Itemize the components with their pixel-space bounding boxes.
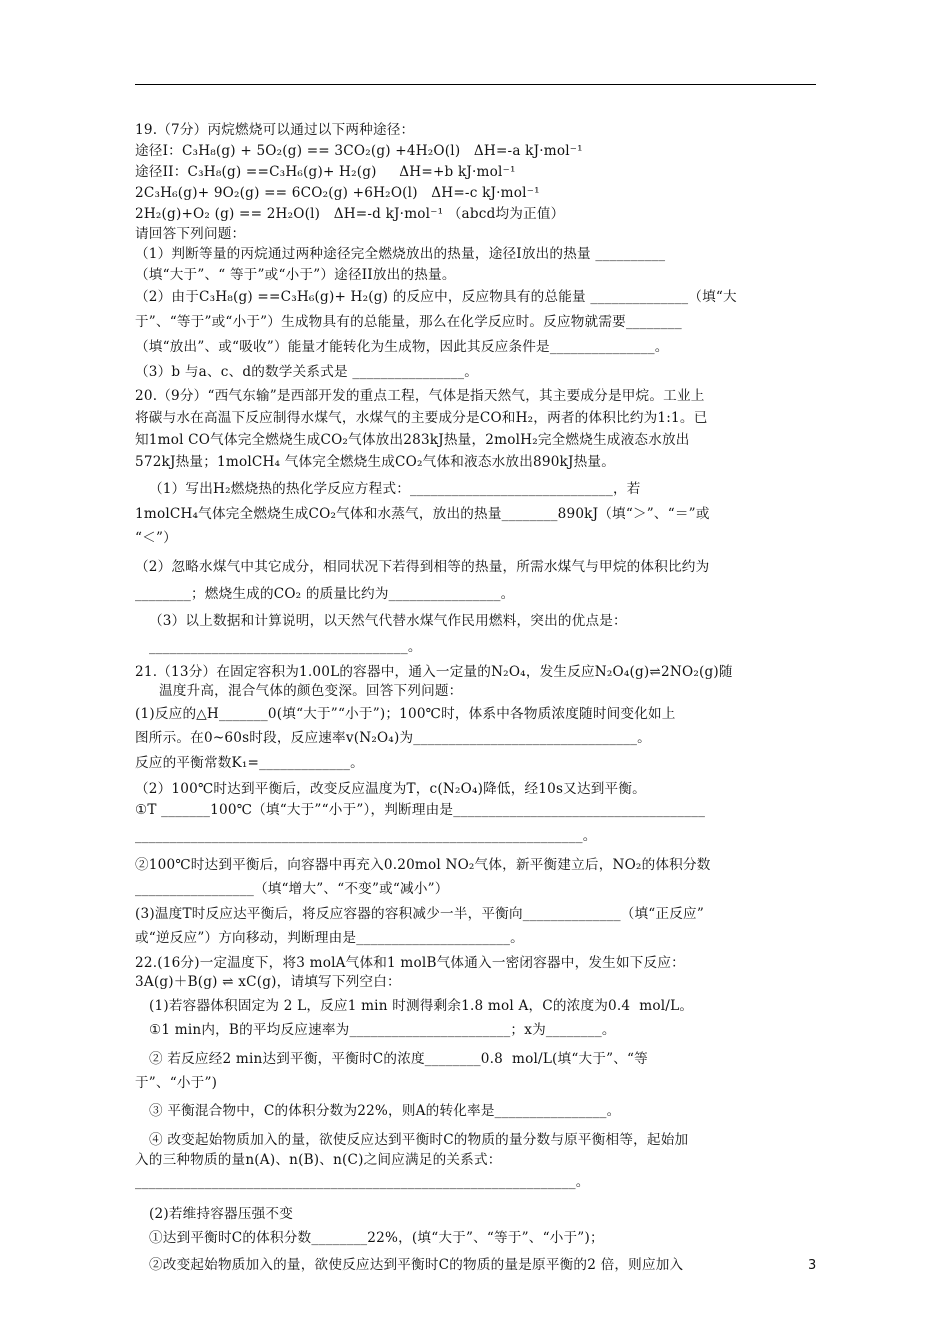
q20-part3-a: （3）以上数据和计算说明，以天然气代替水煤气作民用燃料，突出的优点是： — [149, 613, 627, 629]
q19-route-1: 途径I：C₃H₈(g) + 5O₂(g) == 3CO₂(g) +4H₂O(l) ΔH=-a kJ·mol⁻¹ — [135, 143, 583, 159]
q21-part1-b: 图所示。在0~60s时段，反应速率v(N₂O₄)为________________________________。 — [135, 730, 651, 746]
q22-part1-iv-a: ④ 改变起始物质加入的量，欲使反应达到平衡时C的物质的量分数与原平衡相等，起始加 — [149, 1132, 689, 1148]
q19-part1-b: （填“大于”、“ 等于”或“小于”）途径II放出的热量。 — [135, 267, 456, 283]
q21-part2-b: ①T _______100℃（填“大于”“小于”），判断理由是____________________________________ — [135, 802, 706, 818]
q22-part2-ii: ②改变起始物质加入的量，欲使反应达到平衡时C的物质的量是原平衡的2 倍，则应加入 — [149, 1257, 684, 1273]
q21-part2-e: _________________（填“增大”、“不变”或“减小”） — [135, 881, 449, 897]
q22-part1-iv-b: 入的三种物质的量n(A)、n(B)、n(C)之间应满足的关系式： — [135, 1152, 502, 1168]
q20-title: 20.（9分）“西气东输”是西部开发的重点工程，气体是指天然气，其主要成分是甲烷。工业上 — [135, 388, 705, 404]
q20-part1-c: “＜”） — [135, 530, 177, 546]
q19-title: 19.（7分）丙烷燃烧可以通过以下两种途径： — [135, 122, 415, 138]
q21-part2-c: ________________________________________________________________。 — [135, 828, 597, 844]
q20-part2-b: ________；燃烧生成的CO₂ 的质量比约为________________。 — [135, 586, 515, 602]
q22-part1-iii: ③ 平衡混合物中，C的体积分数为22%，则A的转化率是________________。 — [149, 1103, 621, 1119]
q20-text-4: 572kJ热量；1molCH₄ 气体完全燃烧生成CO₂气体和液态水放出890kJ热量。 — [135, 454, 616, 470]
q22-part1-ii-a: ② 若反应经2 min达到平衡，平衡时C的浓度________0.8 mol/L(填“大于”、“等 — [149, 1051, 648, 1067]
q20-part3-b: _____________________________________。 — [149, 639, 422, 655]
q19-route-2: 途径II：C₃H₈(g) ==C₃H₆(g)+ H₂(g) ΔH=+b kJ·mol⁻¹ — [135, 164, 516, 180]
q20-part2-a: （2）忽略水煤气中其它成分，相同状况下若得到相等的热量，所需水煤气与甲烷的体积比约为 — [135, 559, 710, 575]
q19-eq-4: 2H₂(g)+O₂ (g) == 2H₂O(l) ΔH=-d kJ·mol⁻¹ （abcd均为正值） — [135, 206, 565, 222]
q19-part2-b: 于”、“等于”或“小于”）生成物具有的总能量，那么在化学反应时。反应物就需要________ — [135, 314, 682, 330]
q21-part3-a: (3)温度T时反应达平衡后，将反应容器的容积减少一半，平衡向______________（填“正反应” — [135, 906, 704, 922]
q19-part2-a: （2）由于C₃H₈(g) ==C₃H₆(g)+ H₂(g) 的反应中，反应物具有的总能量 ______________（填“大 — [135, 289, 737, 305]
q20-text-3: 知1mol CO气体完全燃烧生成CO₂气体放出283kJ热量，2molH₂完全燃烧生成液态水放出 — [135, 432, 690, 448]
q19-prompt: 请回答下列问题： — [135, 226, 246, 242]
q22-part1: (1)若容器体积固定为 2 L，反应1 min 时测得剩余1.8 mol A，C的浓度为0.4 mol/L。 — [149, 998, 694, 1014]
q20-part1-a: （1）写出H₂燃烧热的热化学反应方程式：_____________________________，若 — [149, 481, 641, 497]
q21-title: 21.（13分）在固定容积为1.00L的容器中，通入一定量的N₂O₄，发生反应N₂O₄(g)⇌2NO₂(g)随 — [135, 664, 733, 680]
q22-part2: (2)若维持容器压强不变 — [149, 1206, 293, 1222]
q21-title-cont: 温度升高，混合气体的颜色变深。回答下列问题： — [159, 683, 463, 699]
q19-part3: （3）b 与a、c、d的数学关系式是 ________________。 — [135, 364, 479, 380]
page-number: 3 — [808, 1258, 817, 1273]
q21-part3-b: 或“逆反应”）方向移动，判断理由是______________________。 — [135, 930, 524, 946]
q21-part1-c: 反应的平衡常数K₁=_____________。 — [135, 755, 364, 771]
q22-part1-iv-c: _______________________________________________________________。 — [135, 1174, 590, 1190]
header-rule — [135, 84, 816, 85]
q20-part1-b: 1molCH₄气体完全燃烧生成CO₂气体和水蒸气，放出的热量________890kJ（填“＞”、“＝”或 — [135, 506, 710, 522]
q19-eq-3: 2C₃H₆(g)+ 9O₂(g) == 6CO₂(g) +6H₂O(l) ΔH=-c kJ·mol⁻¹ — [135, 185, 540, 201]
q22-part1-i: ①1 min内，B的平均反应速率为_______________________；x为________。 — [149, 1022, 616, 1038]
q22-title: 22.(16分)一定温度下，将3 molA气体和1 molB气体通入一密闭容器中，发生如下反应： — [135, 955, 685, 971]
q19-part1-a: （1）判断等量的丙烷通过两种途径完全燃烧放出的热量，途径I放出的热量 __________ — [135, 246, 666, 262]
q20-text-2: 将碳与水在高温下反应制得水煤气，水煤气的主要成分是CO和H₂，两者的体积比约为1:1。已 — [135, 410, 708, 426]
q22-equation: 3A(g)＋B(g) ⇌ xC(g)，请填写下列空白： — [135, 974, 401, 990]
q19-part2-c: （填“放出”、或“吸收”）能量才能转化为生成物，因此其反应条件是_______________。 — [135, 339, 669, 355]
q22-part1-ii-b: 于”、“小于”) — [135, 1075, 218, 1091]
q21-part2-a: （2）100℃时达到平衡后，改变反应温度为T，c(N₂O₄)降低，经10s又达到平衡。 — [135, 781, 646, 797]
q22-part2-i: ①达到平衡时C的体积分数________22%，(填“大于”、“等于”、“小于”)； — [149, 1230, 604, 1246]
q21-part1-a: (1)反应的△H_______0(填“大于”“小于”)；100℃时，体系中各物质浓度随时间变化如上 — [135, 706, 676, 722]
q21-part2-d: ②100℃时达到平衡后，向容器中再充入0.20mol NO₂气体，新平衡建立后，NO₂的体积分数 — [135, 857, 711, 873]
